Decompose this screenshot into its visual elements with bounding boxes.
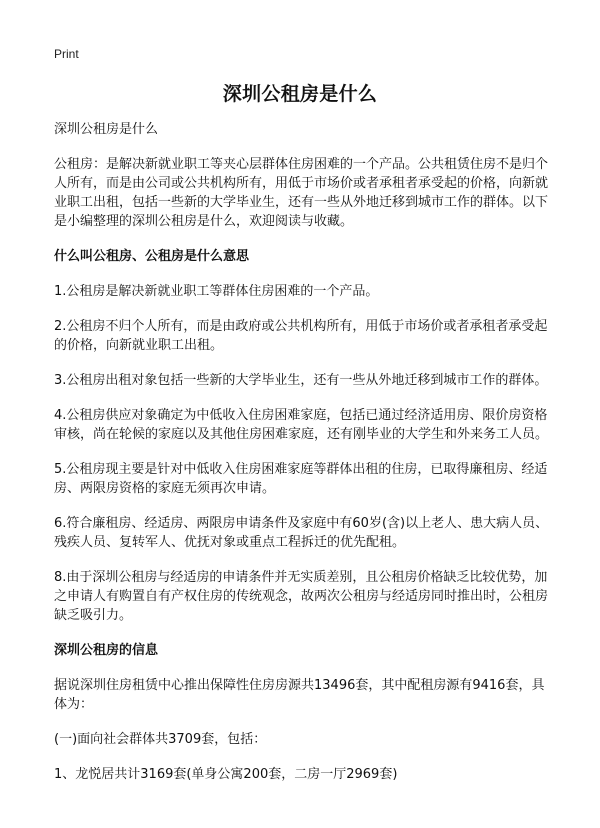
list-item: 3.公租房出租对象包括一些新的大学毕业生，还有一些从外地迁移到城市工作的群体。 <box>54 373 548 388</box>
list-item: 5.公租房现主要是针对中低收入住房困难家庭等群体出租的住房，已取得廉租房、经适房、两限房资格的家庭无须再次申请。 <box>54 462 548 496</box>
list-item: 8.由于深圳公租房与经适房的申请条件并无实质差别，且公租房价格缺乏比较优势，加之申请人有购置自有产权住房的传统观念，故两次公租房与经适房同时推出时，公租房缺乏吸引力。 <box>54 570 549 623</box>
list-item: 2.公租房不归个人所有，而是由政府或公共机构所有，用低于市场价或者承租者承受起的价格，向新就业职工出租。 <box>54 319 548 353</box>
article-body <box>54 120 550 800</box>
page-title: 深圳公租房是什么 <box>222 83 378 105</box>
info-paragraph: 1、龙悦居共计3169套(单身公寓200套，二房一厅2969套) <box>54 767 398 782</box>
info-paragraph: (一)面向社会群体共3709套，包括： <box>54 732 267 747</box>
print-label: Print <box>54 47 79 61</box>
list-item: 6.符合廉租房、经适房、两限房申请条件及家庭中有60岁(含)以上老人、患大病人员、残疾人员、复转军人、优抚对象或重点工程拆迁的优先配租。 <box>54 516 549 550</box>
list-item: 1.公租房是解决新就业职工等群体住房困难的一个产品。 <box>54 284 379 299</box>
section-heading-info: 深圳公租房的信息 <box>54 643 159 658</box>
info-paragraph: 据说深圳住房租赁中心推出保障性住房房源共13496套，其中配租房源有9416套，具体为： <box>54 678 545 712</box>
section-heading-definition: 什么叫公租房、公租房是什么意思 <box>54 249 250 264</box>
list-item: 4.公租房供应对象确定为中低收入住房困难家庭，包括已通过经济适用房、限价房资格审核，尚在轮候的家庭以及其他住房困难家庭，还有刚毕业的大学生和外来务工人员。 <box>54 408 549 442</box>
article-subtitle: 深圳公租房是什么 <box>54 122 159 137</box>
intro-paragraph: 公租房：是解决新就业职工等夹心层群体住房困难的一个产品。公共租赁住房不是归个人所有，而是由公司或公共机构所有，用低于市场价或者承租者承受起的价格，向新就业职工出租，包括一些新的大学毕业生，还有一些从外地迁移到城市工作的群体。以下是小编整理的深圳公租房是什么，欢迎阅读与收藏。 <box>54 157 549 229</box>
